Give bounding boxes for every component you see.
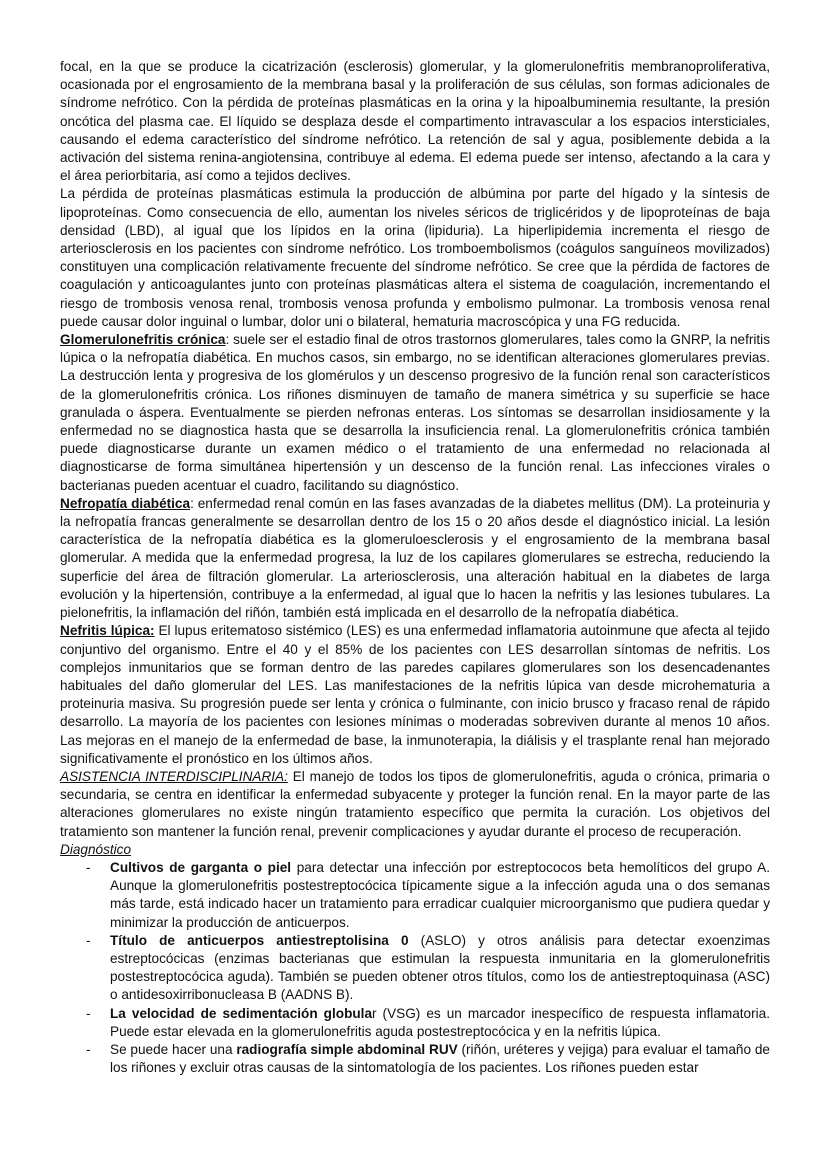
text-chronic-glomerulonephritis: : suele ser el estadio final de otros trastornos glomerulares, tales como la GNRP, la nefritis lúpica o la nefropatía diabética. En muchos casos, sin embargo, no se identifican alteraciones glomerulares previas. La destrucción lenta y progresiva de los glomérulos y un descenso progresivo de la función renal son característicos de la glomerulonefritis crónica. Los riñones disminuyen de tamaño de manera simétrica y su superficie se hace granulada o áspera. Eventualmente se pierden nefronas enteras. Los síntomas se desarrollan insidiosamente y la enfermedad no se diagnostica hasta que se desarrolla la insuficiencia renal. La glomerulonefritis crónica también puede diagnosticarse durante un examen médico o el tratamiento de una enfermedad no relacionada al diagnosticarse de forma simultánea hipertensión y un descenso de la función renal. Las infecciones virales o bacterianas pueden acentuar el cuadro, facilitando su diagnóstico. (60, 332, 770, 493)
heading-diagnosis: Diagnóstico (60, 841, 132, 857)
list-item-text: Se puede hacer una (110, 1041, 237, 1057)
paragraph-nephrotic-syndrome: focal, en la que se produce la cicatrización (esclerosis) glomerular, y la glomerulonefritis membranoproliferativa, ocasionada por el engrosamiento de la membrana basal y la proliferación de sus células, son formas adicionales de síndrome nefrótico. Con la pérdida de proteínas plasmáticas en la orina y la hipoalbuminemia resultante, la presión oncótica del plasma cae. El líquido se desplaza desde el compartimento intravascular a los espacios intersticiales, causando el edema característico del síndrome nefrótico. La retención de sal y agua, posiblemente debida a la activación del sistema renina-angiotensina, contribuye al edema. El edema puede ser intenso, afectando a la cara y el área periorbitaria, así como a tejidos declives. (60, 59, 770, 184)
list-item (60, 859, 770, 932)
list-item-text: r (VSG) es un marcador inespecífico de respuesta inflamatoria. Puede estar elevada en la glomerulonefritis aguda postestreptocócica y en la nefritis lúpica. (110, 1005, 770, 1039)
heading-diabetic-nephropathy: Nefropatía diabética (60, 495, 191, 511)
list-item (60, 1041, 770, 1077)
heading-chronic-glomerulonephritis: Glomerulonefritis crónica (60, 332, 226, 348)
text-lupus-nephritis: El lupus eritematoso sistémico (LES) es una enfermedad inflamatoria autoinmune que afecta al tejido conjuntivo del organismo. Entre el 40 y el 85% de los pacientes con LES desarrollan síntomas de nefritis. Los complejos inmunitarios que se forman dentro de las paredes capilares glomerulares son los desencadenantes habituales del daño glomerular del LES. Las manifestaciones de la nefritis lúpica van desde microhematuria a proteinuria masiva. Su progresión puede ser lenta y crónica o fulminante, con inicio brusco y fracaso renal de rápido desarrollo. La mayoría de los pacientes con lesiones mínimas o moderadas sobreviven durante al menos 10 años. Las mejoras en el manejo de la enfermedad de base, la inmunoterapia, la diálisis y el trasplante renal han mejorado significativamente el pronóstico en los últimos años. (60, 623, 770, 766)
text-interdisciplinary-care: El manejo de todos los tipos de glomerulonefritis, aguda o crónica, primaria o secundaria, se centra en identificar la enfermedad subyacente y proteger la función renal. En la mayor parte de las alteraciones glomerulares no existe ningún tratamiento específico que permita la curación. Los objetivos del tratamiento son mantener la función renal, prevenir complicaciones y ayudar durante el proceso de recuperación. (60, 768, 770, 839)
paragraph-diabetic-nephropathy (60, 495, 770, 622)
list-item-bold: Cultivos de garganta o piel (110, 859, 292, 875)
bullet-dash: - (86, 1041, 91, 1057)
list-item-text: (riñón, uréteres y vejiga) para evaluar el tamaño de los riñones y excluir otras causas de la sintomatología de los pacientes. Los riñones pueden estar (110, 1041, 770, 1076)
paragraph-chronic-glomerulonephritis (60, 331, 770, 495)
paragraph-lupus-nephritis (60, 622, 770, 768)
paragraph-diagnosis-heading (60, 841, 770, 859)
list-item-bold: La velocidad de sedimentación globula (110, 1005, 373, 1021)
list-item (60, 1005, 770, 1041)
list-item-bold: Título de anticuerpos antiestreptolisina 0 (110, 932, 409, 948)
list-item-text: (ASLO) y otros análisis para detectar exoenzimas estreptocócicas (enzimas bacterianas que estimulan la respuesta inmunitaria en la glomerulonefritis postestreptocócica aguda). También se pueden obtener otros títulos, como los de antiestreptoquinasa (ASC) o antidesoxirribonucleasa B (AADNS B). (110, 932, 770, 1003)
list-item-text: para detectar una infección por estreptococos beta hemolíticos del grupo A. Aunque la glomerulonefritis postestreptocócica típicamente sigue a la infección aguda una o dos semanas más tarde, está indicado hacer un tratamiento para erradicar cualquier microorganismo que pudiera quedar y minimizar la producción de anticuerpos. (110, 859, 770, 930)
bullet-dash: - (86, 1005, 91, 1021)
document-page (60, 58, 770, 1077)
paragraph-plasma-protein-loss: La pérdida de proteínas plasmáticas estimula la producción de albúmina por parte del hígado y la síntesis de lipoproteínas. Como consecuencia de ello, aumentan los niveles séricos de triglicéridos y de lipoproteínas de baja densidad (LBD), al igual que los lípidos en la orina (lipiduria). La hiperlipidemia incrementa el riesgo de arteriosclerosis en los pacientes con síndrome nefrótico. Los tromboembolismos (coágulos sanguíneos movilizados) constituyen una complicación relativamente frecuente del síndrome nefrótico. Se cree que la pérdida de factores de coagulación y anticoagulantes junto con proteínas plasmáticas altera el sistema de coagulación, incrementando el riesgo de trombosis venosa renal, trombosis venosa profunda y embolismo pulmonar. La trombosis venosa renal puede causar dolor inguinal o lumbar, dolor uni o bilateral, hematuria macroscópica y una FG reducida. (60, 186, 770, 329)
list-item (60, 932, 770, 1005)
bullet-dash: - (86, 932, 91, 948)
text-diabetic-nephropathy: : enfermedad renal común en las fases avanzadas de la diabetes mellitus (DM). La proteinuria y la nefropatía francas generalmente se desarrollan dentro de los 15 o 20 años desde el diagnóstico inicial. La lesión característica de la nefropatía diabética es la glomeruloesclerosis y el engrosamiento de la membrana basal glomerular. A medida que la enfermedad progresa, la luz de los capilares glomerulares se estrecha, reduciendo la superficie del área de filtración glomerular. La arteriosclerosis, una alteración habitual en la diabetes de larga evolución y la hipertensión, contribuye a la enfermedad, al igual que lo hacen la nefritis y las lesiones tubulares. La pielonefritis, la inflamación del riñón, también está implicada en el desarrollo de la nefropatía diabética. (60, 495, 770, 621)
heading-interdisciplinary-care: ASISTENCIA INTERDISCIPLINARIA: (60, 768, 288, 784)
heading-lupus-nephritis: Nefritis lúpica: (60, 623, 155, 639)
bullet-dash: - (86, 859, 91, 875)
paragraph-interdisciplinary-care (60, 768, 770, 841)
diagnosis-list (60, 859, 770, 1077)
list-item-bold: radiografía simple abdominal RUV (236, 1041, 458, 1057)
